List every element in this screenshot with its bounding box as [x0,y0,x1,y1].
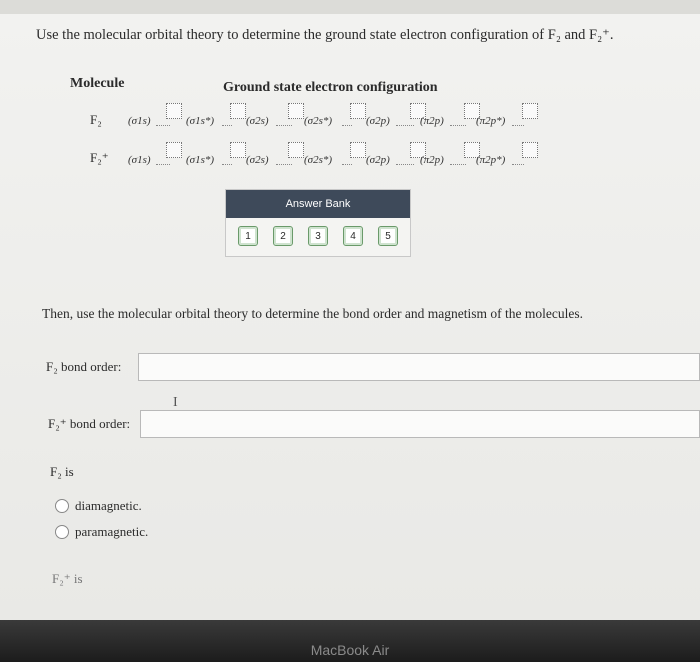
answer-chip[interactable]: 2 [273,226,293,246]
bond-order-instruction: Then, use the molecular orbital theory to determine the bond order and magnetism of the molecules. [42,306,583,321]
drop-box[interactable] [288,103,304,119]
drop-box[interactable] [230,103,246,119]
drop-box[interactable] [350,103,366,119]
answer-bank-items [238,226,398,246]
f2-bond-order-input[interactable] [138,353,700,381]
answer-chip[interactable]: 1 [238,226,258,246]
radio-button-icon[interactable] [55,525,69,539]
radio-label: diamagnetic. [75,498,142,513]
answer-bank [225,189,411,257]
radio-paramagnetic[interactable] [55,524,148,540]
text-cursor-icon: I [173,395,178,410]
top-divider [0,0,700,14]
answer-chip[interactable]: 4 [343,226,363,246]
answer-bank-title: Answer Bank [226,190,410,218]
f2plus-bond-order-input[interactable] [140,410,700,438]
drop-box[interactable] [166,142,182,158]
question-instruction: Use the molecular orbital theory to determine the ground state electron configuration of F₂ and F₂⁺. [36,27,614,43]
configuration-header: Ground state electron configuration [223,80,438,95]
drop-box[interactable] [230,142,246,158]
molecule-header: Molecule [70,76,125,91]
radio-diamagnetic[interactable] [55,498,142,514]
device-brand: MacBook Air [310,642,390,658]
mo-row-f2plus: (σ1s) (σ1s*) (σ2s) (σ2s*) (σ2p) (π2p) (π2p*) [128,142,548,176]
f2plus-bond-order-label: F₂⁺ bond order: [48,416,131,431]
answer-chip[interactable]: 3 [308,226,328,246]
answer-chip[interactable]: 5 [378,226,398,246]
drop-box[interactable] [522,142,538,158]
drop-box[interactable] [166,103,182,119]
f2plus-magnetism-label: F₂⁺ is [52,571,83,586]
drop-box[interactable] [522,103,538,119]
f2-magnetism-label: F₂ is [50,464,74,479]
molecule-f2-label: F₂ [90,112,102,127]
f2-bond-order-label: F₂ bond order: [46,359,122,374]
radio-button-icon[interactable] [55,499,69,513]
drop-box[interactable] [288,142,304,158]
drop-box[interactable] [350,142,366,158]
radio-label: paramagnetic. [75,524,149,539]
laptop-bezel [0,620,700,662]
molecule-f2plus-label: F₂⁺ [90,150,109,165]
mo-row-f2: (σ1s) (σ1s*) (σ2s) (σ2s*) (σ2p) (π2p) (π2p*) [128,103,548,137]
